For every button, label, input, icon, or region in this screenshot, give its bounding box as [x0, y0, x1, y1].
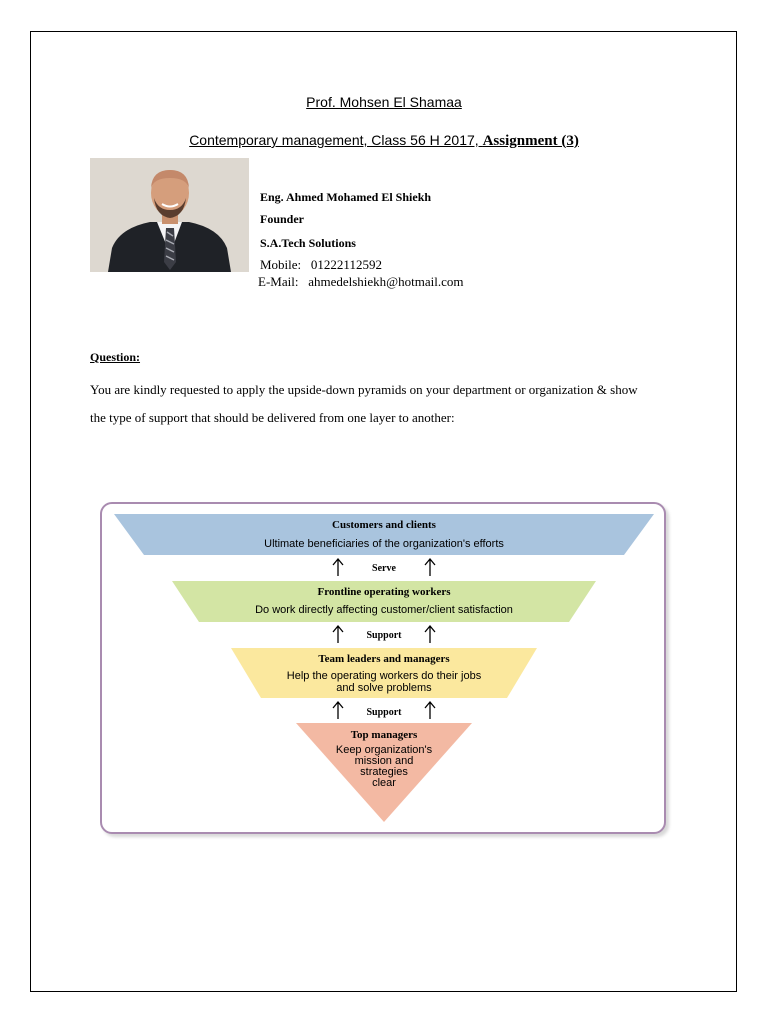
- layer-desc-frontline: Do work directly affecting customer/client satisfaction: [255, 604, 513, 616]
- layer-desc-top-managers-2: mission and: [354, 755, 414, 767]
- email-line: [258, 274, 463, 290]
- question-text: [90, 376, 690, 432]
- layer-desc-top-managers-3: strategies: [360, 766, 408, 778]
- connector-label-support-1: Support: [366, 630, 402, 641]
- connector-label-serve: Serve: [372, 563, 396, 574]
- author-company: S.A.Tech Solutions: [260, 236, 356, 250]
- layer-desc-top-managers-1: Keep organization's: [335, 744, 433, 756]
- mobile-line: [260, 257, 382, 273]
- professor-title: Prof. Mohsen El Shamaa: [306, 94, 462, 110]
- question-line-2: the type of support that should be delivered from one layer to another:: [90, 410, 455, 425]
- arrow-up-icon: [333, 626, 343, 643]
- layer-desc-team-leaders-1: Help the operating workers do their jobs: [286, 670, 482, 682]
- connector-support-2: [333, 702, 435, 719]
- email-label: E-Mail:: [258, 274, 299, 289]
- author-photo: [90, 158, 249, 272]
- question-label: Question:: [90, 350, 141, 364]
- arrow-up-icon: [333, 559, 343, 576]
- layer-title-customers: Customers and clients: [332, 519, 436, 531]
- mobile-value: 01222112592: [310, 257, 382, 272]
- layer-desc-top-managers-4: clear: [372, 777, 396, 789]
- assignment-number: Assignment (3): [482, 133, 579, 149]
- arrow-up-icon: [425, 702, 435, 719]
- author-role: Founder: [260, 212, 305, 226]
- arrow-up-icon: [333, 702, 343, 719]
- connector-label-support-2: Support: [366, 707, 402, 718]
- layer-title-top-managers: Top managers: [350, 729, 418, 741]
- connector-support-1: [333, 626, 435, 643]
- upside-down-pyramid: [102, 504, 664, 832]
- layer-desc-team-leaders-2: and solve problems: [336, 682, 432, 694]
- course-name: Contemporary management, Class 56 H 2017,: [189, 132, 483, 148]
- course-title: [0, 132, 768, 150]
- arrow-up-icon: [425, 626, 435, 643]
- layer-title-frontline: Frontline operating workers: [317, 586, 451, 598]
- author-name: Eng. Ahmed Mohamed El Shiekh: [260, 190, 432, 204]
- question-line-1: You are kindly requested to apply the upside-down pyramids on your department or organization & show: [90, 382, 638, 397]
- portrait-image: [90, 158, 249, 272]
- connector-serve: [333, 559, 435, 576]
- email-value: ahmedelshiekh@hotmail.com: [308, 274, 464, 289]
- pyramid-diagram-frame: [100, 502, 666, 834]
- layer-desc-customers: Ultimate beneficiaries of the organization's efforts: [264, 538, 504, 550]
- arrow-up-icon: [425, 559, 435, 576]
- mobile-label: Mobile:: [260, 257, 302, 272]
- layer-title-team-leaders: Team leaders and managers: [318, 653, 450, 665]
